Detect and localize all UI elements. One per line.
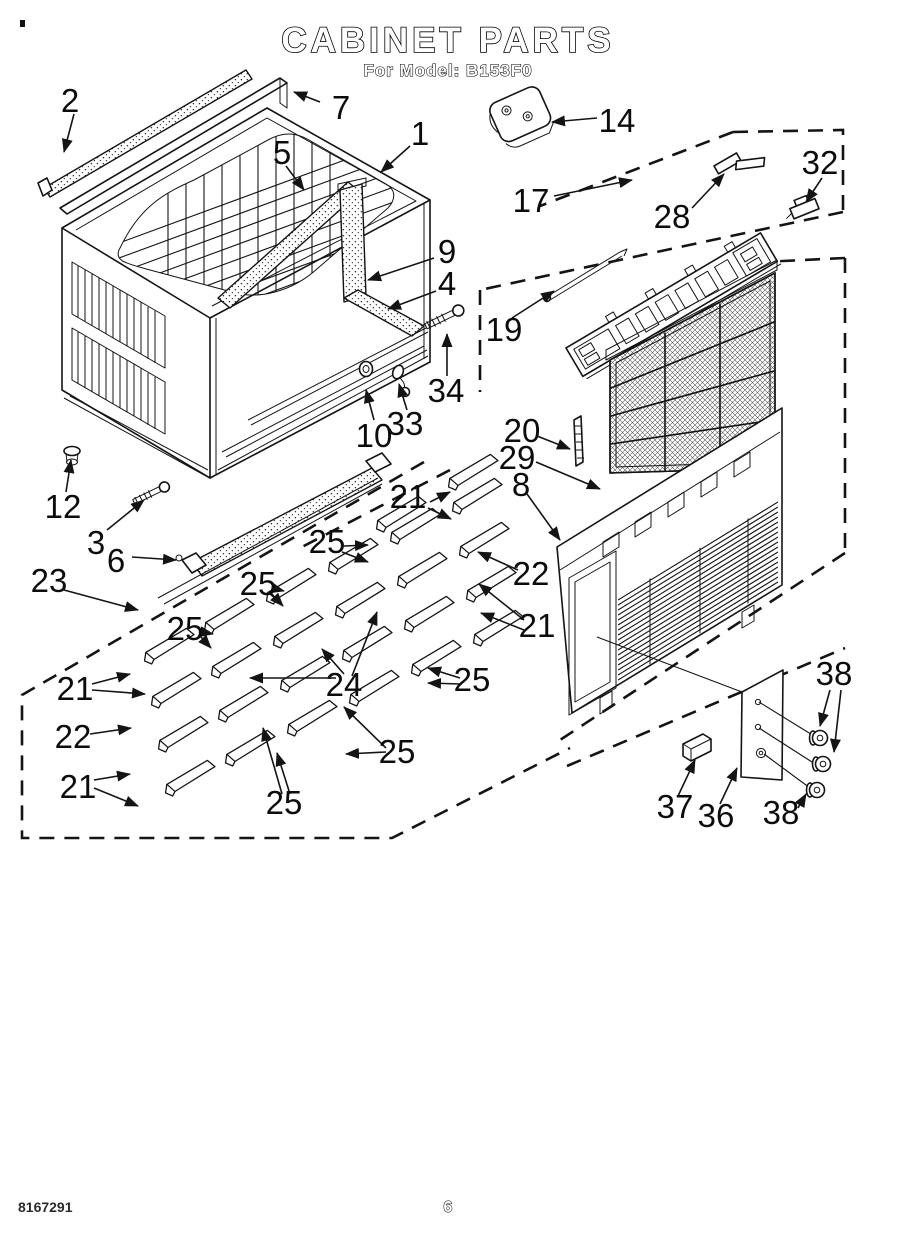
callout-25-label: 25 (166, 610, 204, 647)
foam-strip (147, 671, 204, 711)
callout-12-label: 12 (44, 488, 82, 525)
callout-25-label: 25 (378, 733, 416, 770)
model-subtitle: For Model: B153F0 (363, 61, 533, 80)
control-knob-38 (810, 731, 828, 746)
callout-19-label: 19 (485, 311, 523, 348)
foam-strip (393, 551, 450, 591)
callout-38-label: 38 (762, 794, 800, 831)
foam-strip (154, 715, 211, 755)
foam-strip (462, 565, 519, 605)
control-panel-36 (741, 670, 814, 788)
callout-7-label: 7 (331, 89, 351, 126)
callout-21-label: 21 (56, 670, 94, 707)
callout-4-label: 4 (437, 265, 457, 302)
callout-21-label: 21 (389, 478, 427, 515)
foam-strip (283, 699, 340, 739)
latch-28 (714, 142, 768, 188)
grommet-12 (64, 447, 80, 466)
callout-28-label: 28 (653, 198, 691, 235)
callout-5-label: 5 (272, 134, 292, 171)
foam-strip (331, 581, 388, 621)
publication-number: 8167291 (18, 1199, 73, 1215)
foam-strip (276, 655, 333, 695)
callout-23-label: 23 (30, 562, 68, 599)
clip-33 (391, 364, 410, 397)
callout-14-label: 14 (598, 102, 636, 139)
support-bracket-9 (340, 184, 366, 302)
seal-strip-5 (218, 182, 360, 308)
foam-strip (200, 597, 257, 637)
foam-strip (161, 759, 218, 799)
callout-36-label: 36 (697, 797, 735, 834)
support-bar-4 (344, 290, 424, 336)
page-title: CABINET PARTS (281, 21, 615, 60)
callout-2-label: 2 (60, 82, 80, 119)
foam-strip (207, 641, 264, 681)
callout-24-label: 24 (325, 666, 363, 703)
side-vent-lower (72, 328, 165, 434)
callout-38-label: 38 (815, 655, 853, 692)
screw-3 (132, 480, 171, 506)
callout-22-label: 22 (54, 718, 92, 755)
callout-21-label: 21 (518, 607, 556, 644)
trim-strip-20 (574, 416, 584, 466)
control-knob-38 (813, 757, 831, 772)
page-number: 6 (443, 1199, 453, 1216)
rod-19 (544, 249, 627, 301)
callout-20-label: 20 (503, 412, 541, 449)
callout-17-label: 17 (512, 182, 550, 219)
callout-33-label: 33 (386, 405, 424, 442)
callout-25-label: 25 (308, 523, 346, 560)
callout-32-label: 32 (801, 144, 839, 181)
foam-strip (214, 685, 271, 725)
foam-strip (338, 625, 395, 665)
callout-6-label: 6 (106, 542, 126, 579)
foam-strip (269, 611, 326, 651)
grommet-10 (360, 362, 373, 377)
callout-25-label: 25 (265, 784, 303, 821)
callout-1-label: 1 (410, 115, 430, 152)
callout-9-label: 9 (437, 233, 457, 270)
switch-block-37 (683, 734, 711, 761)
callout-34-label: 34 (427, 372, 465, 409)
foam-strip (400, 595, 457, 635)
callout-10-label: 10 (355, 417, 393, 454)
callout-29-label: 29 (498, 439, 536, 476)
mounting-bracket-14 (484, 84, 557, 153)
callout-37-label: 37 (656, 788, 694, 825)
control-knob-38 (807, 783, 825, 798)
callout-3-label: 3 (86, 524, 106, 561)
callout-25-label: 25 (453, 661, 491, 698)
side-vent-upper (72, 262, 165, 368)
callout-8-label: 8 (511, 466, 531, 503)
callout-21-label: 21 (59, 768, 97, 805)
callout-25-label: 25 (239, 565, 277, 602)
callout-22-label: 22 (512, 555, 550, 592)
scan-artifact-mark (20, 20, 25, 27)
